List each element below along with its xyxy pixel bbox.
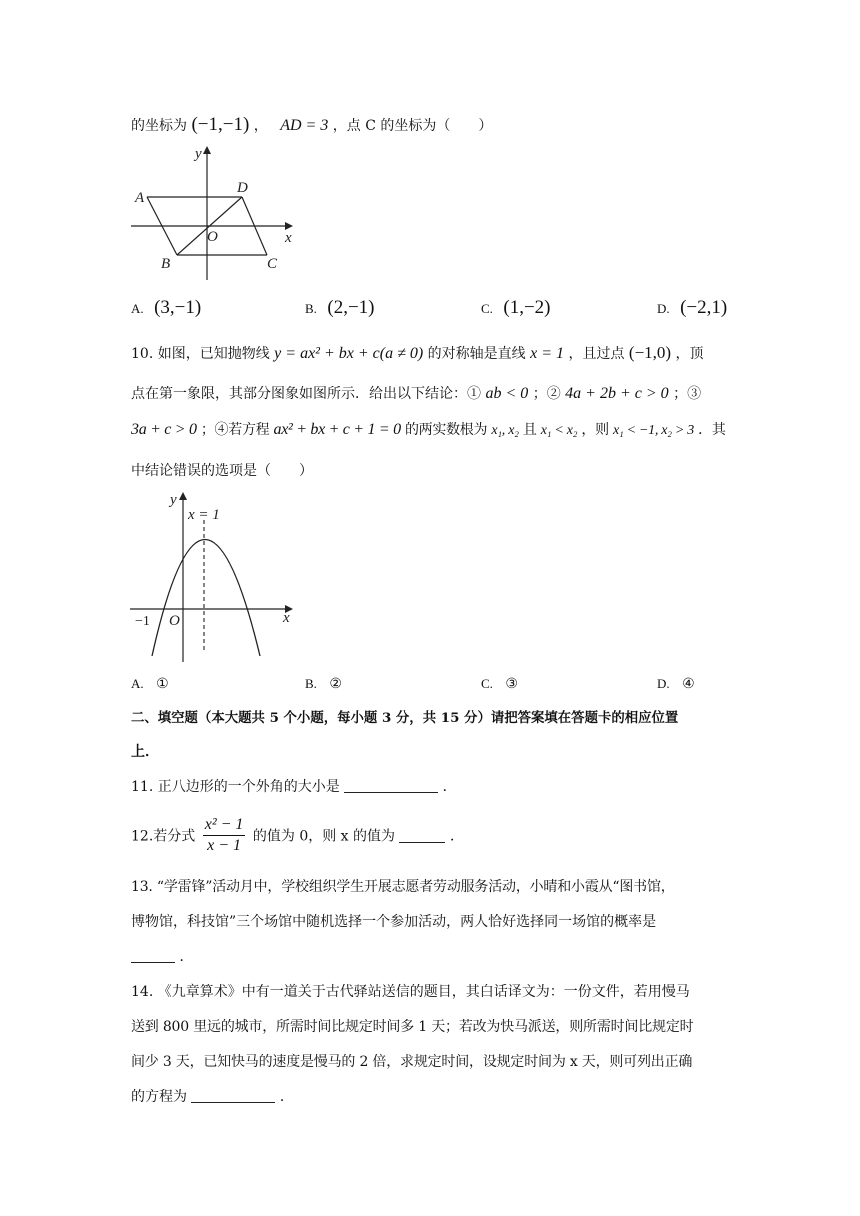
- q10-figure: [125, 490, 305, 665]
- q13-line-3: ．: [131, 947, 193, 967]
- q10-option-c-value: ③: [505, 676, 518, 692]
- q9-intro-prefix: 的坐标为: [131, 118, 187, 134]
- q10-label-y: y: [170, 492, 177, 508]
- q9-label-b: B: [161, 256, 171, 272]
- q10-point: (−1,0): [628, 343, 672, 362]
- q10-parabola: [152, 540, 260, 657]
- q10-option-b[interactable]: B. ②: [305, 676, 342, 692]
- q10-parabola-equation: y = ax² + bx + c(a ≠ 0): [274, 345, 424, 362]
- q14-line-3: 间少 3 天，已知快马的速度是慢马的 2 倍，求规定时间，设规定时间为 x 天，则可列出正确: [131, 1054, 693, 1070]
- q10-root-order: x₁ < x₂: [540, 423, 578, 438]
- q13-answer-blank[interactable]: [131, 948, 175, 963]
- q9-intro-line: 的坐标为 (−1,−1) ， AD = 3 ，点 C 的坐标为（ ）: [131, 114, 493, 135]
- q11: 11. 正八边形的一个外角的大小是 ．: [131, 779, 457, 795]
- q9-option-a-value: (3,−1): [154, 297, 202, 318]
- q9-label-y: y: [195, 146, 202, 162]
- q10-axis-of-symmetry: x = 1: [530, 345, 565, 362]
- q10-conclusion-1: ab < 0: [485, 385, 529, 402]
- q10-label-x: x: [283, 610, 290, 626]
- q12: 12.若分式 $\frac{\text{x² − 1}}{x - 1}$ 的值为 0，则 x 的值为 ．: [131, 816, 464, 854]
- q9-option-a[interactable]: A. (3,−1): [131, 297, 202, 318]
- q9-option-c[interactable]: C. (1,−2): [481, 297, 551, 318]
- q11-answer-blank[interactable]: [344, 778, 438, 793]
- q10-line-2: 点在第一象限，其部分图象如图所示．给出以下结论：① ab < 0 ；② 4a + 2b + c > 0 ；③: [131, 385, 702, 402]
- q9-given-coordinate: (−1,−1): [191, 114, 250, 135]
- q13-line-2: 博物馆，科技馆”三个场馆中随机选择一个参加活动，两人恰好选择同一场馆的概率是: [131, 914, 657, 930]
- q9-ad-length: AD = 3: [280, 117, 329, 134]
- q9-option-c-value: (1,−2): [503, 297, 551, 318]
- q10-line-4: 中结论错误的选项是（ ）: [131, 463, 313, 479]
- q9-label-c: C: [267, 256, 278, 272]
- q10-label-axis: x = 1: [188, 507, 220, 523]
- q10-label-minus-one: −1: [135, 614, 150, 629]
- q14-line-2: 送到 800 里远的城市，所需时间比规定时间多 1 天；若改为快马派送，则所需时间比规定时: [131, 1019, 694, 1035]
- q10-option-c[interactable]: C. ③: [481, 676, 518, 692]
- section-2-heading-cont: 上．: [131, 744, 159, 760]
- q10-option-b-value: ②: [329, 676, 342, 692]
- section-2-heading: 二、填空题（本大题共 5 个小题，每小题 3 分，共 15 分）请把答案填在答题卡的相应位置: [131, 710, 679, 726]
- q13-line-1: 13. “学雷锋”活动月中，学校组织学生开展志愿者劳动服务活动，小晴和小霞从“图书馆，: [131, 879, 675, 895]
- q10-equation: ax² + bx + c + 1 = 0: [273, 421, 401, 438]
- q10-option-d[interactable]: D. ④: [657, 676, 695, 692]
- q10-line-3: 3a + c > 0 ；④若方程 ax² + bx + c + 1 = 0 的两实数根为 x₁, x₂ 且 x₁ < x₂ ，则 x₁ < −1, x₂ > 3 ．其: [131, 421, 726, 438]
- q10-roots: x₁, x₂: [491, 423, 519, 438]
- q9-label-x: x: [285, 230, 292, 246]
- q12-numerator: x² − 1: [203, 815, 246, 836]
- q9-option-b-value: (2,−1): [327, 297, 375, 318]
- q10-option-a[interactable]: A. ①: [131, 676, 169, 692]
- q9-label-o: O: [207, 229, 218, 245]
- q10-root-result: x₁ < −1, x₂ > 3: [612, 423, 694, 438]
- q14-line-4: 的方程为 ．: [131, 1089, 294, 1105]
- q14-line-1: 14. 《九章算术》中有一道关于古代驿站送信的题目，其白话译文为：一份文件，若用慢马: [131, 984, 690, 1000]
- q12-answer-blank[interactable]: [399, 828, 445, 843]
- q9-point-c-prompt: ，点 C 的坐标为（ ）: [332, 118, 493, 134]
- q10-option-d-value: ④: [682, 676, 695, 692]
- q12-fraction: [203, 815, 246, 856]
- q10-y-arrow: [179, 492, 187, 500]
- q9-option-b[interactable]: B. (2,−1): [305, 297, 375, 318]
- q10-conclusion-3: 3a + c > 0: [131, 421, 197, 438]
- q10-label-o: O: [169, 613, 180, 629]
- q10-line-1: 10. 如图，已知抛物线 y = ax² + bx + c(a ≠ 0) 的对称轴是直线 x = 1 ，且过点 (−1,0) ，顶: [131, 343, 704, 362]
- q14-answer-blank[interactable]: [191, 1088, 275, 1103]
- q9-x-arrow: [285, 222, 293, 230]
- q9-label-d: D: [237, 180, 248, 196]
- q9-y-arrow: [203, 146, 211, 154]
- q9-figure: [125, 140, 305, 290]
- q12-denominator: x − 1: [207, 837, 242, 854]
- q9-label-a: A: [135, 190, 145, 206]
- q10-option-a-value: ①: [156, 676, 169, 692]
- q9-option-d-value: (−2,1): [680, 297, 728, 318]
- q9-option-d[interactable]: D. (−2,1): [657, 297, 728, 318]
- q10-conclusion-2: 4a + 2b + c > 0: [565, 385, 669, 402]
